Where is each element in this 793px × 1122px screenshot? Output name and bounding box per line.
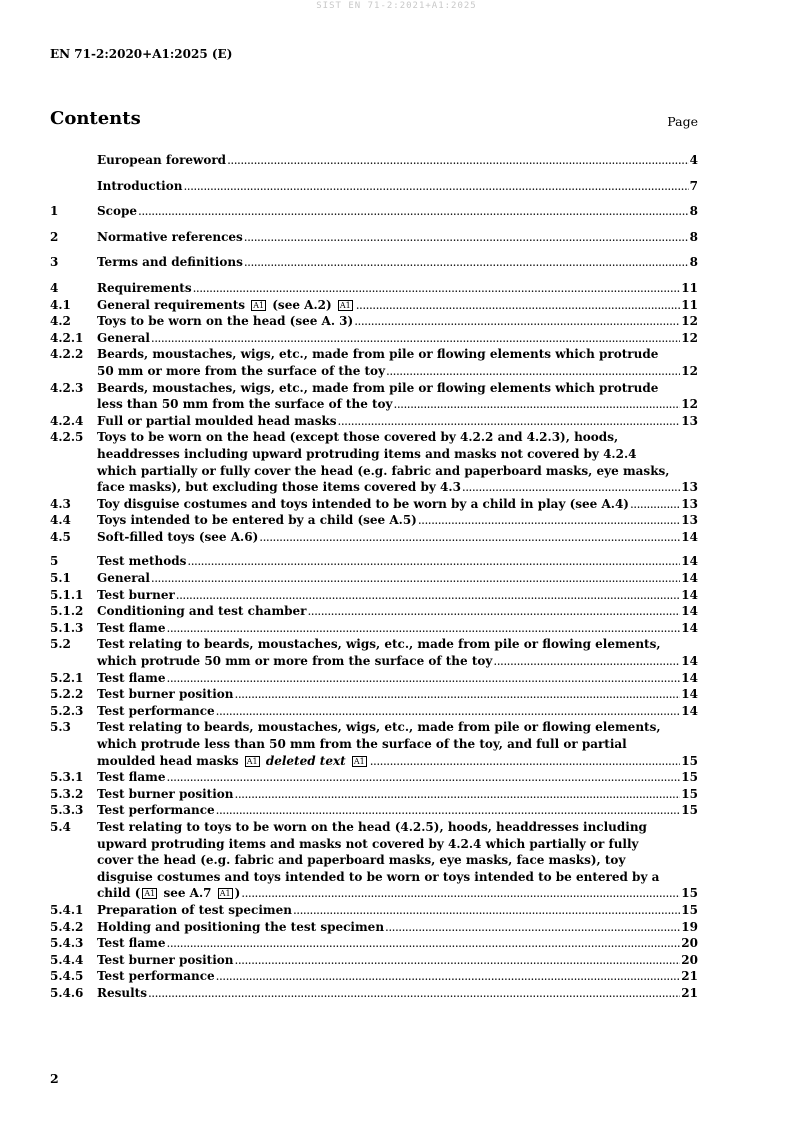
toc-entry[interactable] xyxy=(50,330,698,347)
dot-leader xyxy=(630,496,680,513)
toc-entry[interactable] xyxy=(50,280,698,297)
toc-entry-title: Test flame xyxy=(97,770,166,785)
toc-entry-number: 5.4 xyxy=(50,819,71,834)
toc-entry-page: 14 xyxy=(681,620,698,635)
toc-entry-number: 4.2.1 xyxy=(50,330,84,345)
dot-leader xyxy=(151,330,680,347)
dot-leader xyxy=(193,280,681,297)
toc-entry-number: 5.4.2 xyxy=(50,919,84,934)
toc-entry-number: 3 xyxy=(50,255,59,270)
toc-entry-title: Conditioning and test chamber xyxy=(97,604,307,619)
toc-entry-title: face masks), but excluding those items covered by 4.3 xyxy=(97,480,461,495)
toc-entry-body xyxy=(97,719,698,769)
toc-entry[interactable] xyxy=(50,413,698,430)
toc-entry[interactable] xyxy=(50,919,698,936)
toc-entry-page: 13 xyxy=(681,480,698,495)
toc-entry[interactable] xyxy=(50,203,698,220)
toc-entry-number: 4.2.3 xyxy=(50,380,84,395)
toc-entry[interactable] xyxy=(50,380,698,413)
toc-entry-page: 13 xyxy=(681,413,698,428)
toc-entry-number: 5.2 xyxy=(50,637,71,652)
dot-leader xyxy=(167,935,681,952)
toc-entry-number: 5.2.3 xyxy=(50,703,84,718)
toc-entry[interactable] xyxy=(50,819,698,902)
toc-entry-body xyxy=(97,802,698,819)
toc-entry-number: 4.2.2 xyxy=(50,347,84,362)
toc-entry-page: 15 xyxy=(681,902,698,917)
toc-entry-number: 5.4.5 xyxy=(50,969,84,984)
toc-entry-body xyxy=(97,769,698,786)
toc-entry-page: 14 xyxy=(681,604,698,619)
toc-entry-number: 5.4.3 xyxy=(50,936,84,951)
toc-entry-line: Test relating to toys to be worn on the head (4.2.5), hoods, headdresses including xyxy=(97,819,647,834)
toc-entry-title: Test burner xyxy=(97,587,175,602)
toc-entry-line: Test relating to beards, moustaches, wigs, etc., made from pile or flowing elements, xyxy=(97,720,661,735)
toc-entry-body xyxy=(97,636,698,669)
toc-entry-page: 14 xyxy=(681,529,698,544)
toc-entry[interactable] xyxy=(50,178,698,195)
toc-entry-line: Beards, moustaches, wigs, etc., made from pile or flowing elements which protrude xyxy=(97,347,659,362)
dot-leader xyxy=(394,396,681,413)
dot-leader xyxy=(176,587,681,604)
toc-entry[interactable] xyxy=(50,603,698,620)
toc-entry-number: 5.2.1 xyxy=(50,670,84,685)
dot-leader xyxy=(138,203,689,220)
toc-entry-title: Requirements xyxy=(97,280,192,295)
toc-entry[interactable] xyxy=(50,985,698,1002)
amendment-close-marker: A1 xyxy=(219,889,231,899)
toc-entry-body xyxy=(97,902,698,919)
toc-entry-body xyxy=(97,670,698,687)
dot-leader xyxy=(227,152,689,169)
toc-entry-number: 4 xyxy=(50,280,59,295)
toc-entry[interactable] xyxy=(50,786,698,803)
toc-entry-title: Toy disguise costumes and toys intended to be worn by a child in play (see A.4) xyxy=(97,496,629,511)
toc-entry-page: 8 xyxy=(689,204,698,219)
dot-leader xyxy=(418,512,680,529)
table-of-contents xyxy=(50,152,698,1002)
document-id: EN 71-2:2020+A1:2025 (E) xyxy=(50,47,233,61)
toc-entry-number: 5 xyxy=(50,554,59,569)
toc-entry-title: moulded head masks A1 deleted text A1 xyxy=(97,753,365,768)
toc-entry-body xyxy=(97,985,698,1002)
toc-entry[interactable] xyxy=(50,512,698,529)
dot-leader xyxy=(216,968,681,985)
toc-entry-page: 12 xyxy=(681,330,698,345)
page-number: 2 xyxy=(50,1071,59,1086)
dot-leader xyxy=(356,297,681,314)
toc-entry-body xyxy=(97,380,698,413)
toc-entry-body xyxy=(97,703,698,720)
amendment-open-marker: A1 xyxy=(253,300,265,310)
dot-leader xyxy=(244,254,689,271)
toc-entry-number: 4.2 xyxy=(50,314,71,329)
toc-entry[interactable] xyxy=(50,670,698,687)
toc-entry-body xyxy=(97,686,698,703)
toc-entry-body xyxy=(97,935,698,952)
toc-entry-number: 5.1.2 xyxy=(50,604,84,619)
toc-entry-page: 15 xyxy=(681,803,698,818)
toc-entry[interactable] xyxy=(50,429,698,495)
toc-entry-page: 13 xyxy=(681,496,698,511)
toc-entry-page: 12 xyxy=(681,397,698,412)
toc-entry-title: General xyxy=(97,571,150,586)
toc-entry-body xyxy=(97,496,698,513)
page-column-label: Page xyxy=(667,114,698,129)
toc-entry[interactable] xyxy=(50,229,698,246)
dot-leader xyxy=(307,603,680,620)
toc-entry-title: which protrude 50 mm or more from the surface of the toy xyxy=(97,654,493,669)
toc-entry-body xyxy=(97,178,698,195)
toc-entry-body xyxy=(97,620,698,637)
toc-entry-body xyxy=(97,152,698,169)
toc-entry[interactable] xyxy=(50,935,698,952)
toc-entry[interactable] xyxy=(50,587,698,604)
toc-entry-page: 13 xyxy=(681,513,698,528)
toc-entry-body xyxy=(97,786,698,803)
toc-entry-title: 50 mm or more from the surface of the toy xyxy=(97,363,386,378)
toc-entry-page: 14 xyxy=(681,587,698,602)
toc-entry[interactable] xyxy=(50,902,698,919)
dot-leader xyxy=(235,952,681,969)
toc-entry[interactable] xyxy=(50,529,698,546)
dot-leader xyxy=(235,686,681,703)
toc-entry-title: Test flame xyxy=(97,936,166,951)
toc-entry[interactable] xyxy=(50,620,698,637)
toc-entry-line: Toys to be worn on the head (except those covered by 4.2.2 and 4.2.3), hoods, xyxy=(97,430,619,445)
dot-leader xyxy=(462,479,680,496)
toc-entry-title: Test burner position xyxy=(97,687,234,702)
toc-entry-page: 12 xyxy=(681,363,698,378)
toc-entry[interactable] xyxy=(50,968,698,985)
toc-entry-number: 1 xyxy=(50,204,59,219)
toc-entry-number: 5.3.3 xyxy=(50,803,84,818)
toc-entry-body xyxy=(97,819,698,902)
toc-entry-body xyxy=(97,529,698,546)
toc-entry-title: Test burner position xyxy=(97,786,234,801)
toc-entry[interactable] xyxy=(50,686,698,703)
toc-entry-title: Test performance xyxy=(97,703,215,718)
toc-entry-page: 14 xyxy=(681,703,698,718)
dot-leader xyxy=(167,769,681,786)
dot-leader xyxy=(183,178,688,195)
page-title: Contents xyxy=(50,108,141,129)
watermark: SIST EN 71-2:2021+A1:2025 xyxy=(316,1,477,11)
toc-entry-title: Soft-filled toys (see A.6) xyxy=(97,529,259,544)
toc-entry-page: 11 xyxy=(681,280,698,295)
dot-leader xyxy=(293,902,680,919)
toc-entry-page: 21 xyxy=(681,985,698,1000)
toc-entry-number: 2 xyxy=(50,229,59,244)
amendment-close-marker: A1 xyxy=(353,756,365,766)
toc-entry-page: 4 xyxy=(689,153,698,167)
toc-entry-page: 14 xyxy=(681,687,698,702)
dot-leader xyxy=(338,413,681,430)
toc-entry[interactable] xyxy=(50,719,698,769)
toc-entry-page: 11 xyxy=(681,297,698,312)
toc-entry-page: 21 xyxy=(681,969,698,984)
toc-entry-page: 19 xyxy=(681,919,698,934)
dot-leader xyxy=(386,363,680,380)
toc-entry-title: Normative references xyxy=(97,229,243,244)
toc-entry[interactable] xyxy=(50,703,698,720)
toc-entry-page: 7 xyxy=(689,178,698,193)
toc-entry-title: child ( A1 see A.7 A1 ) xyxy=(97,886,241,901)
dot-leader xyxy=(167,620,681,637)
toc-entry-title: Toys intended to be entered by a child (see A.5) xyxy=(97,513,417,528)
toc-entry-body xyxy=(97,952,698,969)
toc-entry-body xyxy=(97,297,698,314)
toc-entry-body xyxy=(97,413,698,430)
dot-leader xyxy=(493,653,680,670)
toc-entry[interactable] xyxy=(50,496,698,513)
toc-entry-page: 14 xyxy=(681,670,698,685)
toc-entry-title: less than 50 mm from the surface of the toy xyxy=(97,397,393,412)
toc-entry-page: 14 xyxy=(681,571,698,586)
toc-entry-body xyxy=(97,280,698,297)
toc-entry-body xyxy=(97,203,698,220)
toc-entry[interactable] xyxy=(50,313,698,330)
toc-entry-body xyxy=(97,254,698,271)
toc-entry[interactable] xyxy=(50,553,698,570)
toc-entry-line: Test relating to beards, moustaches, wigs, etc., made from pile or flowing elements, xyxy=(97,637,661,652)
toc-entry-title: General requirements A1 (see A.2) A1 xyxy=(97,297,351,312)
deleted-text-note: deleted text xyxy=(265,753,346,768)
dot-leader xyxy=(235,786,681,803)
toc-entry-body xyxy=(97,229,698,246)
dot-leader xyxy=(370,753,681,770)
amendment-open-marker: A1 xyxy=(144,889,156,899)
dot-leader xyxy=(354,313,680,330)
toc-entry-body xyxy=(97,968,698,985)
toc-entry-number: 5.4.1 xyxy=(50,902,84,917)
toc-entry-number: 5.4.6 xyxy=(50,985,84,1000)
toc-entry-number: 5.1 xyxy=(50,571,71,586)
toc-entry-title: Test performance xyxy=(97,803,215,818)
toc-entry-line: which partially or fully cover the head (e.g. fabric and paperboard masks, eye masks, xyxy=(97,463,670,478)
dot-leader xyxy=(216,703,681,720)
toc-entry-number: 5.1.1 xyxy=(50,587,84,602)
toc-entry-body xyxy=(97,429,698,495)
toc-entry[interactable] xyxy=(50,769,698,786)
dot-leader xyxy=(216,802,681,819)
toc-entry-line: headdresses including upward protruding items and masks not covered by 4.2.4 xyxy=(97,446,637,461)
toc-entry-number: 4.2.5 xyxy=(50,430,84,445)
toc-entry-number: 4.2.4 xyxy=(50,413,84,428)
toc-entry-body xyxy=(97,346,698,379)
toc-entry-title: Test performance xyxy=(97,969,215,984)
toc-entry-page: 8 xyxy=(689,229,698,244)
toc-entry-body xyxy=(97,553,698,570)
toc-entry-line: cover the head (e.g. fabric and paperboard masks, eye masks, face masks), toy xyxy=(97,853,626,868)
toc-entry-number: 5.3.1 xyxy=(50,770,84,785)
toc-entry-title: Test methods xyxy=(97,554,187,569)
dot-leader xyxy=(187,553,680,570)
toc-entry-number: 5.3 xyxy=(50,720,71,735)
toc-entry-title: General xyxy=(97,330,150,345)
amendment-close-marker: A1 xyxy=(339,300,351,310)
toc-entry-page: 8 xyxy=(689,255,698,270)
toc-entry-line: which protrude less than 50 mm from the surface of the toy, and full or partial xyxy=(97,737,627,751)
toc-entry-page: 15 xyxy=(681,886,698,901)
dot-leader xyxy=(259,529,680,546)
toc-entry-page: 20 xyxy=(681,952,698,967)
toc-entry[interactable] xyxy=(50,802,698,819)
dot-leader xyxy=(148,985,680,1002)
toc-entry-page: 20 xyxy=(681,936,698,951)
toc-entry[interactable] xyxy=(50,297,698,314)
toc-entry[interactable] xyxy=(50,636,698,669)
dot-leader xyxy=(385,919,680,936)
toc-entry-page: 12 xyxy=(681,314,698,329)
toc-entry-title: Scope xyxy=(97,204,138,219)
toc-entry-page: 15 xyxy=(681,753,698,768)
toc-entry-body xyxy=(97,603,698,620)
toc-entry-page: 14 xyxy=(681,554,698,569)
toc-entry-line: disguise costumes and toys intended to be worn or toys intended to be entered by a xyxy=(97,869,660,884)
toc-entry-body xyxy=(97,313,698,330)
toc-entry-body xyxy=(97,512,698,529)
amendment-open-marker: A1 xyxy=(246,756,258,766)
toc-entry-line: Beards, moustaches, wigs, etc., made from pile or flowing elements which protrude xyxy=(97,380,659,395)
toc-entry-title: Full or partial moulded head masks xyxy=(97,413,337,428)
toc-entry-title: Preparation of test specimen xyxy=(97,902,292,917)
toc-entry-number: 4.1 xyxy=(50,297,71,312)
toc-entry-number: 5.4.4 xyxy=(50,952,84,967)
toc-entry-body xyxy=(97,587,698,604)
toc-entry-title: Results xyxy=(97,985,147,1000)
toc-entry-number: 4.4 xyxy=(50,513,71,528)
toc-entry-body xyxy=(97,570,698,587)
toc-entry-page: 15 xyxy=(681,786,698,801)
toc-entry-number: 4.5 xyxy=(50,529,71,544)
toc-entry-title: European foreword xyxy=(97,153,227,167)
toc-entry-title: Holding and positioning the test specimen xyxy=(97,919,385,934)
dot-leader xyxy=(167,670,681,687)
dot-leader xyxy=(241,885,680,902)
toc-entry-title: Test flame xyxy=(97,670,166,685)
toc-entry-number: 5.2.2 xyxy=(50,687,84,702)
toc-entry-number: 5.1.3 xyxy=(50,620,84,635)
toc-entry[interactable] xyxy=(50,254,698,271)
toc-entry-page: 15 xyxy=(681,770,698,785)
dot-leader xyxy=(244,229,689,246)
toc-entry[interactable] xyxy=(50,346,698,379)
toc-entry-line: upward protruding items and masks not covered by 4.2.4 which partially or fully xyxy=(97,836,639,851)
toc-entry-title: Test flame xyxy=(97,620,166,635)
toc-entry-body xyxy=(97,330,698,347)
toc-entry-body xyxy=(97,919,698,936)
toc-entry-title: Toys to be worn on the head (see A. 3) xyxy=(97,314,354,329)
toc-entry[interactable] xyxy=(50,570,698,587)
toc-entry-title: Test burner position xyxy=(97,952,234,967)
toc-entry-title: Terms and definitions xyxy=(97,255,243,270)
toc-entry-title: Introduction xyxy=(97,178,183,193)
dot-leader xyxy=(151,570,680,587)
toc-entry-number: 4.3 xyxy=(50,496,71,511)
toc-entry-number: 5.3.2 xyxy=(50,786,84,801)
toc-entry[interactable] xyxy=(50,952,698,969)
toc-entry-page: 14 xyxy=(681,654,698,669)
toc-entry[interactable] xyxy=(50,152,698,169)
